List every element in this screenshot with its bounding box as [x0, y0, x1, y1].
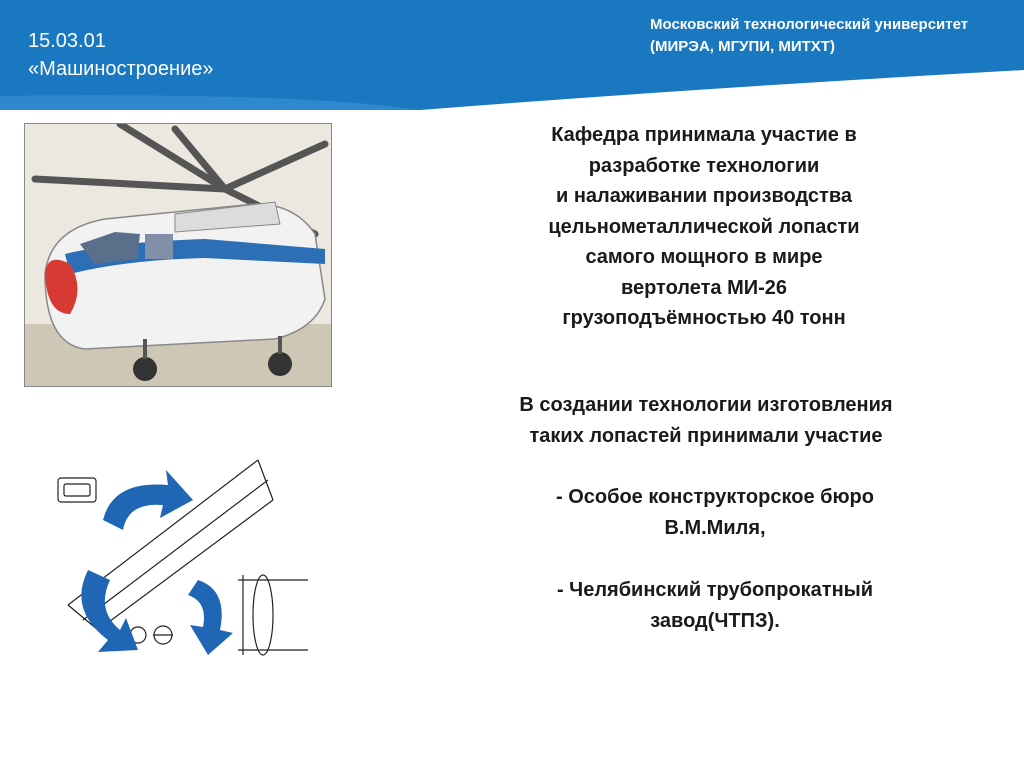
program-code: 15.03.01 — [28, 30, 106, 52]
paragraph-participants-intro — [434, 390, 978, 451]
university-abbreviations: (МИРЭА, МГУПИ, МИТХТ) — [650, 38, 835, 55]
list-item-pipe-plant — [470, 575, 960, 636]
text-line: - Особое конструкторское бюро — [555, 486, 874, 508]
header-banner — [0, 0, 1024, 110]
text-line: и налаживании производства — [556, 185, 852, 207]
text-line: разработке технологии — [588, 154, 820, 177]
blade-technical-drawing — [28, 440, 328, 665]
list-item-design-bureau — [470, 482, 960, 543]
text-line: цельнометаллической лопасти — [548, 215, 860, 238]
text-line: вертолета МИ-26 — [620, 276, 788, 299]
program-name: «Машиностроение» — [28, 58, 214, 80]
rotor-blade-drawing — [28, 440, 328, 665]
text-line: Кафедра принимала участие в — [551, 124, 857, 146]
text-line: В.М.Миля, — [664, 516, 766, 539]
helicopter-photo — [24, 123, 332, 387]
text-line: таких лопастей принимали участие — [529, 424, 883, 447]
text-line: завод(ЧТПЗ). — [650, 609, 780, 632]
helicopter-illustration — [25, 124, 331, 386]
text-line: грузоподъёмностью 40 тонн — [562, 307, 846, 329]
university-name: Московский технологический университет — [650, 16, 969, 33]
text-line: В создании технологии изготовления — [519, 394, 893, 416]
text-line: - Челябинский трубопрокатный — [556, 579, 874, 601]
text-line: самого мощного в мире — [585, 246, 823, 268]
paragraph-department-participation — [448, 120, 960, 334]
